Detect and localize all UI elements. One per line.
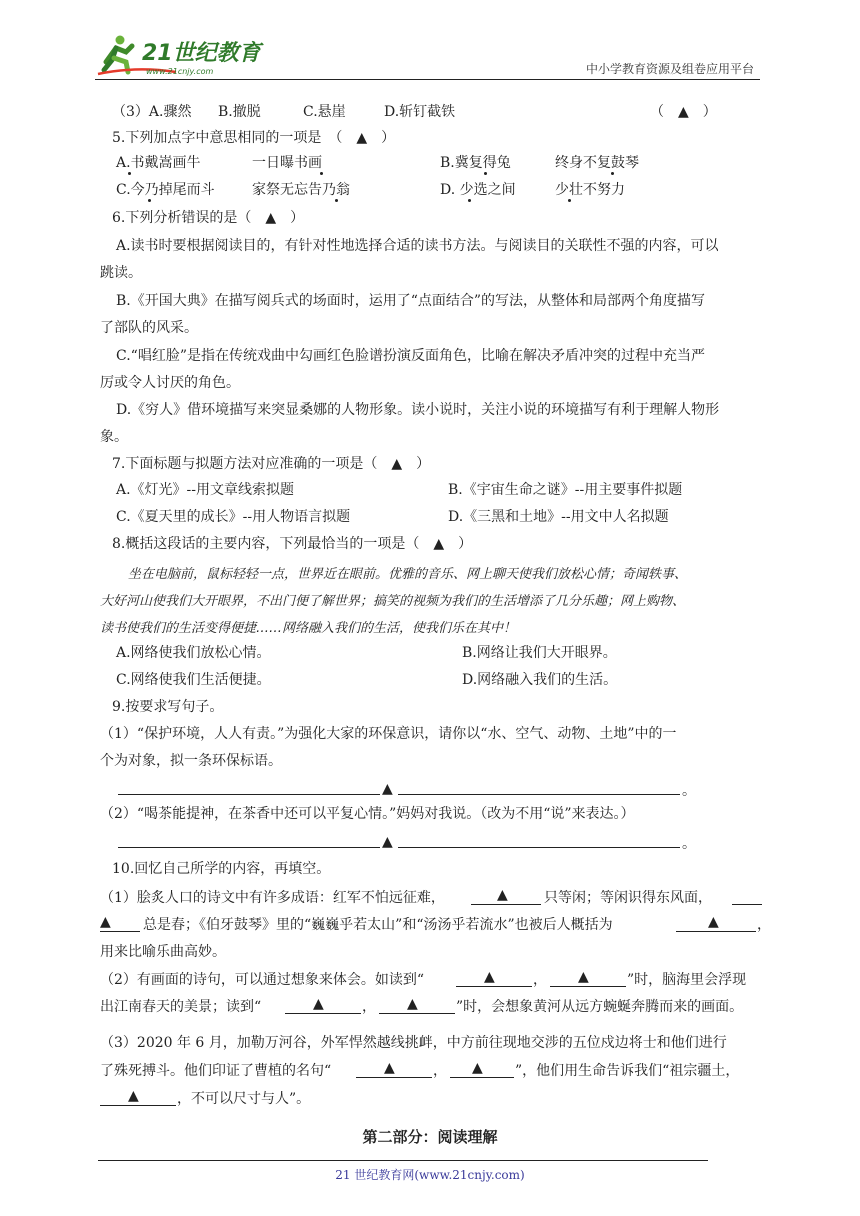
footer-divider [98, 1160, 708, 1161]
q10-part2-text-d: 出江南春天的美景；读到“ [100, 999, 262, 1015]
period: 。 [682, 783, 696, 799]
q6-option-a-line1: A.读书时要根据阅读目的，有针对性地选择合适的读书方法。与阅读目的关联性不强的内容，可以 [116, 238, 719, 254]
q10-part1-text-b: 只等闲；等闲识得东风面， [544, 890, 712, 906]
q10-part2-text-f: ”时，会想象黄河从远方蜿蜒奔腾而来的画面。 [456, 999, 744, 1015]
q5-option-b2: 终身不复鼓琴 [555, 155, 639, 171]
emphasis-dot [335, 199, 338, 202]
site-logo [96, 32, 266, 78]
emphasis-dot [611, 172, 614, 175]
q6-option-d-line2: 象。 [100, 429, 128, 445]
fill-blank[interactable]: ▲ [471, 887, 541, 905]
answer-line[interactable] [398, 794, 680, 795]
answer-line[interactable] [118, 847, 380, 848]
q10-part3-text-a: （3）2020 年 6 月，加勒万河谷，外军悍然越线挑衅，中方前往现地交涉的五位戍边将士和他们进行 [100, 1035, 727, 1051]
emphasis-dot [484, 172, 487, 175]
q5-option-d2: 少壮不努力 [555, 182, 625, 198]
q6-option-c-line2: 厉或令人讨厌的角色。 [100, 375, 240, 391]
q5-stem: 5.下列加点字中意思相同的一项是 （ ▲ ） [112, 130, 396, 146]
q10-part2-text-a: （2）有画面的诗句，可以通过想象来体会。如读到“ [100, 972, 425, 988]
fill-blank[interactable]: ▲ [550, 969, 626, 987]
svg-text:www.21cnjy.com: www.21cnjy.com [146, 67, 214, 76]
answer-line[interactable] [398, 847, 680, 848]
q8-option-c: C.网络使我们生活便捷。 [116, 672, 271, 688]
q10-part1-text-c: 总是春；《伯牙鼓琴》里的“巍巍乎若太山”和“汤汤乎若流水”也被后人概括为 [143, 917, 613, 933]
q6-stem: 6.下列分析错误的是（ ▲ ） [112, 210, 305, 226]
q7-stem: 7.下面标题与拟题方法对应准确的一项是（ ▲ ） [112, 456, 431, 472]
q4-option-c: C.悬崖 [303, 104, 346, 120]
q6-option-c-line1: C.“唱红脸”是指在传统戏曲中勾画红色脸谱扮演反面角色，比喻在解决矛盾冲突的过程中充当严 [116, 348, 705, 364]
fill-blank[interactable]: ▲ [100, 914, 140, 932]
fill-blank[interactable]: ▲ [356, 1060, 432, 1078]
q7-option-b: B.《宇宙生命之谜》--用主要事件拟题 [448, 482, 683, 498]
fill-blank[interactable]: ▲ [379, 996, 455, 1014]
fill-blank[interactable]: ▲ [450, 1060, 514, 1078]
q8-passage-line1: 坐在电脑前，鼠标轻轻一点，世界近在眼前。优雅的音乐、网上聊天使我们放松心情；奇闻轶事、 [128, 567, 688, 582]
q8-passage-line2: 大好河山使我们大开眼界，不出门便了解世界；搞笑的视频为我们的生活增添了几分乐趣；网上购物、 [100, 594, 686, 609]
q8-option-a: A.网络使我们放松心情。 [116, 645, 271, 661]
q7-option-c: C.《夏天里的成长》--用人物语言拟题 [116, 509, 351, 525]
q10-part2-text-c: ”时，脑海里会浮现 [627, 972, 747, 988]
q5-option-d1: D. 少选之间 [440, 182, 516, 198]
footer-link[interactable]: 21 世纪教育网(www.21cnjy.com) [335, 1168, 525, 1182]
emphasis-dot [568, 199, 571, 202]
fill-blank[interactable] [732, 904, 762, 905]
q5-option-a2: 一日曝书画 [252, 155, 322, 171]
emphasis-dot [148, 199, 151, 202]
q10-part3-text-c: ， [433, 1063, 447, 1079]
section-title: 第二部分：阅读理解 [362, 1128, 498, 1146]
q9-part1-line2: 个为对象，拟一条环保标语。 [100, 753, 282, 769]
q6-option-b-line1: B.《开国大典》在描写阅兵式的场面时，运用了“点面结合”的写法，从整体和局部两个角度描写 [116, 293, 706, 309]
q10-part1-text-e: 用来比喻乐曲高妙。 [100, 944, 226, 960]
q10-stem: 10.回忆自己所学的内容，再填空。 [112, 861, 331, 877]
q4-option-a: （3）A.骤然 [112, 104, 192, 120]
q5-option-c1: C.今乃掉尾而斗 [116, 182, 215, 198]
q8-passage-line3: 读书使我们的生活变得便捷……网络融入我们的生活，使我们乐在其中！ [100, 621, 517, 636]
q9-part1-line1: （1）“保护环境，人人有责。”为强化大家的环保意识，请你以“水、空气、动物、土地”中的一 [100, 726, 677, 742]
answer-marker: ▲ [382, 834, 393, 850]
q8-stem: 8.概括这段话的主要内容，下列最恰当的一项是（ ▲ ） [112, 536, 473, 552]
fill-blank[interactable]: ▲ [100, 1088, 176, 1106]
q9-part2: （2）“喝茶能提神，在茶香中还可以平复心情。”妈妈对我说。（改为不用“说”来表达。） [100, 806, 635, 822]
platform-name: 中小学教育资源及组卷应用平台 [585, 62, 754, 76]
q9-stem: 9.按要求写句子。 [112, 699, 224, 715]
q5-option-c2: 家祭无忘告乃翁 [252, 182, 350, 198]
q8-option-b: B.网络让我们大开眼界。 [462, 645, 617, 661]
fill-blank[interactable]: ▲ [285, 996, 361, 1014]
q7-option-d: D.《三黑和土地》--用文中人名拟题 [448, 509, 669, 525]
q4-option-b: B.撤脱 [218, 104, 261, 120]
fill-blank[interactable]: ▲ [676, 914, 756, 932]
fill-blank[interactable]: ▲ [456, 969, 532, 987]
q10-part2-text-e: ， [362, 999, 376, 1015]
q8-option-d: D.网络融入我们的生活。 [462, 672, 618, 688]
q10-part2-text-b: ， [533, 972, 547, 988]
emphasis-dot [128, 172, 131, 175]
q4-option-d: D.斩钉截铁 [384, 104, 456, 120]
period: 。 [682, 836, 696, 852]
emphasis-dot [320, 172, 323, 175]
q4-answer-slot[interactable]: （ ▲ ） [650, 104, 717, 120]
q10-part1-text-d: ， [757, 917, 771, 933]
svg-text:21世纪教育: 21世纪教育 [142, 41, 261, 66]
answer-marker: ▲ [382, 781, 393, 797]
q5-option-a1: A.书戴嵩画牛 [116, 155, 201, 171]
q6-option-b-line2: 了部队的风采。 [100, 320, 198, 336]
q5-option-b1: B.冀复得兔 [440, 155, 511, 171]
answer-line[interactable] [118, 794, 380, 795]
q10-part1-text-a: （1）脍炙人口的诗文中有许多成语：红军不怕远征难， [100, 890, 445, 906]
q10-part3-text-d: ”，他们用生命告诉我们“祖宗疆土， [515, 1063, 740, 1079]
q6-option-d-line1: D.《穷人》借环境描写来突显桑娜的人物形象。读小说时，关注小说的环境描写有利于理解人物形 [116, 402, 720, 418]
emphasis-dot [468, 199, 471, 202]
header-divider [95, 79, 760, 80]
q10-part3-text-e: ，不可以尺寸与人”。 [177, 1091, 311, 1107]
q7-option-a: A.《灯光》--用文章线索拟题 [116, 482, 295, 498]
q6-option-a-line2: 跳读。 [100, 265, 142, 281]
q10-part3-text-b: 了殊死搏斗。他们印证了曹植的名句“ [100, 1063, 332, 1079]
